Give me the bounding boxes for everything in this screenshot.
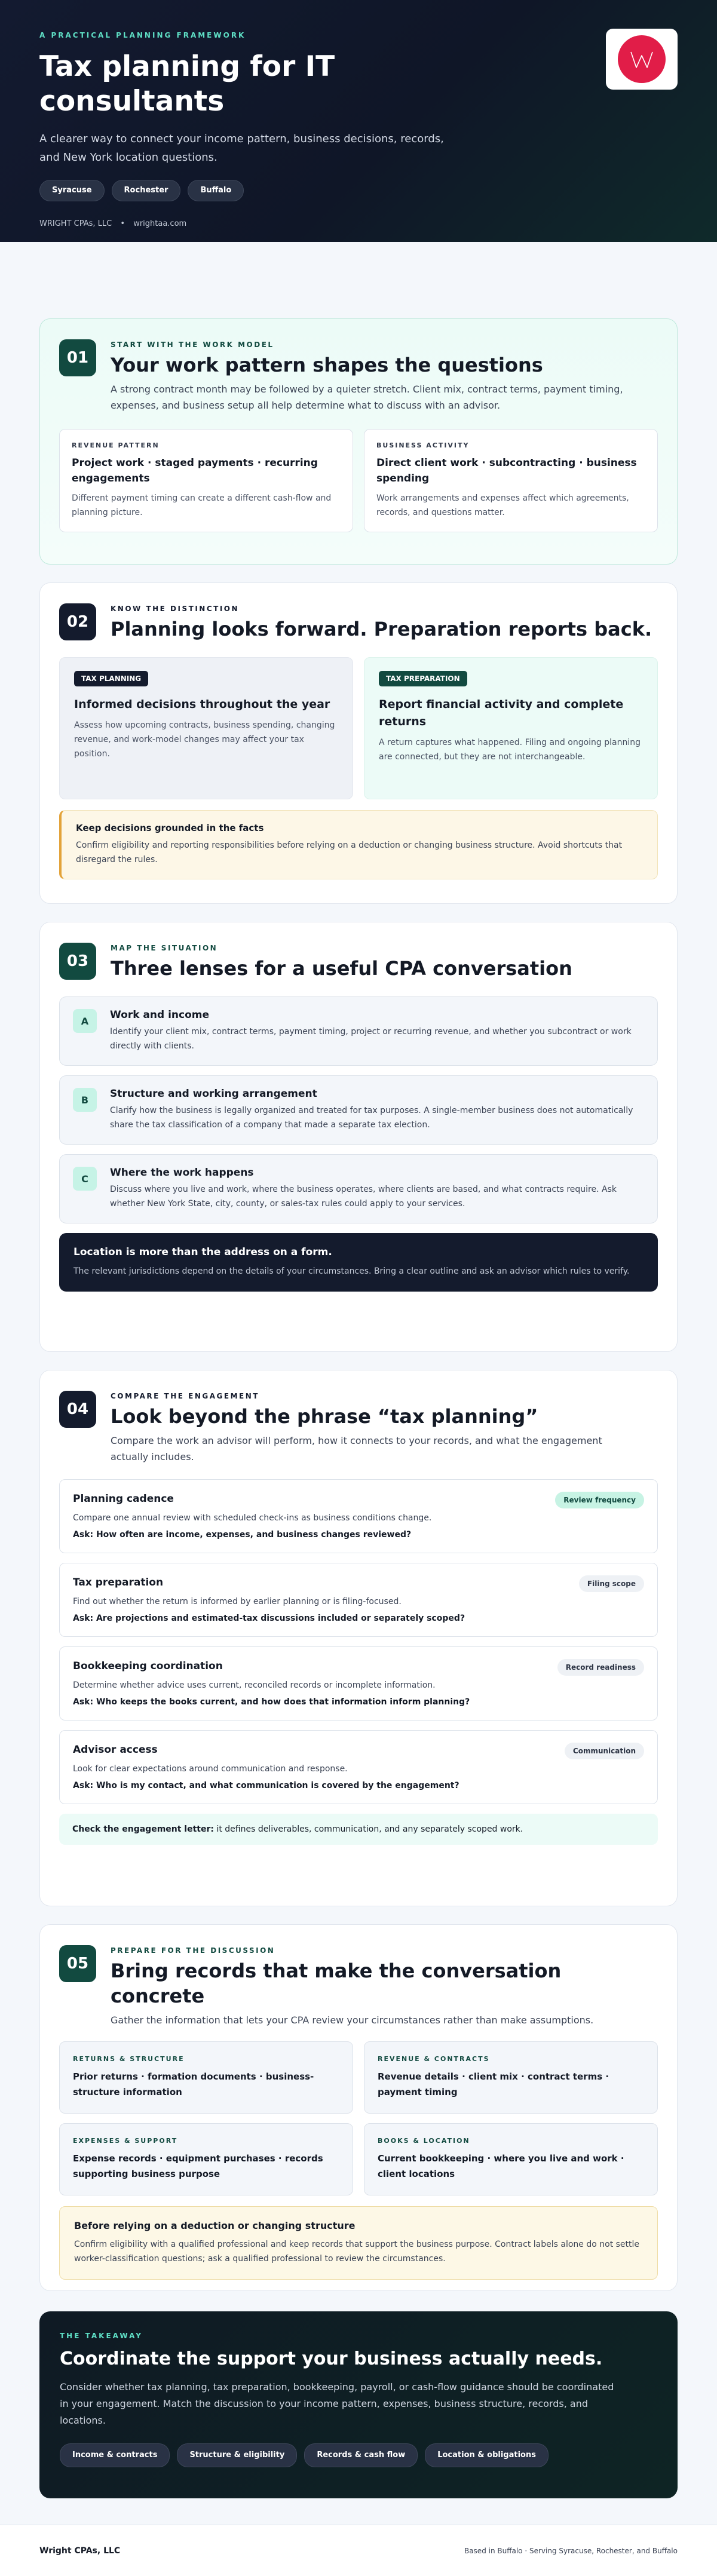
tax-planning-card	[59, 657, 353, 799]
section-header	[59, 943, 658, 981]
hero-meta	[39, 219, 678, 228]
engagement-title: Planning cadence	[73, 1493, 174, 1505]
distinction-cards	[59, 657, 658, 799]
engagement-title: Advisor access	[73, 1744, 158, 1756]
section-number: 01	[59, 339, 96, 376]
note-bold: Check the engagement letter:	[72, 1824, 214, 1834]
section-subtitle: Gather the information that lets your CPA review your circumstances rather than make assumptions.	[111, 2014, 594, 2026]
engagement-advisor-access	[59, 1730, 658, 1804]
logo-mark	[618, 35, 666, 83]
record-label: RETURNS & STRUCTURE	[73, 2055, 185, 2063]
location-chips	[39, 180, 678, 201]
footer	[0, 2525, 717, 2576]
note-text: Confirm eligibility with a qualified professional and keep records that support the business purpose. Contract labels alone do not settle worker-classification questions; ask a qualified professional to review the circumstances.	[74, 2240, 640, 2264]
engagement-bookkeeping	[59, 1646, 658, 1721]
revenue-pattern-card	[59, 429, 353, 532]
lens-letter: C	[73, 1167, 97, 1191]
note-title: Keep decisions grounded in the facts	[76, 823, 264, 833]
engagement-badge: Review frequency	[555, 1492, 644, 1508]
engagement-title: Tax preparation	[73, 1577, 164, 1588]
engagement-badge: Filing scope	[579, 1575, 644, 1592]
lens-letter: A	[73, 1009, 97, 1033]
callout-text: The relevant jurisdictions depend on the details of your circumstances. Bring a clear outline and ask an advisor which rules to verify.	[73, 1266, 630, 1276]
section-header	[59, 1945, 658, 2028]
engagement-text: Compare one annual review with scheduled check-ins as business conditions change.	[73, 1513, 432, 1523]
chip-structure-eligibility: Structure & eligibility	[177, 2443, 297, 2467]
engagement-ask: Ask: Who keeps the books current, and how does that information inform planning?	[73, 1697, 470, 1707]
engagement-letter-note	[59, 1814, 658, 1845]
card-label: BUSINESS ACTIVITY	[376, 441, 470, 449]
meta-separator: •	[120, 219, 125, 228]
lens-location	[59, 1154, 658, 1223]
takeaway-text: Consider whether tax planning, tax preparation, bookkeeping, payroll, or cash-flow guidance should be coordinated in your engagement. Match the discussion to your income pattern, expenses, business structure, records, and locations.	[60, 2381, 614, 2426]
chip-syracuse: Syracuse	[39, 180, 105, 201]
takeaway-chips	[60, 2443, 657, 2467]
section-eyebrow: START WITH THE WORK MODEL	[111, 341, 274, 349]
note-text: it defines deliverables, communication, and any separately scoped work.	[214, 1824, 523, 1834]
hero-kicker: A PRACTICAL PLANNING FRAMEWORK	[39, 31, 246, 39]
engagement-text: Determine whether advice uses current, reconciled records or incomplete information.	[73, 1680, 436, 1690]
card-title: Direct client work · subcontracting · business spending	[376, 457, 637, 484]
record-books-location	[364, 2123, 658, 2195]
logo-w-icon	[625, 42, 658, 76]
section-title: Look beyond the phrase “tax planning”	[111, 1405, 538, 1428]
card-title: Report financial activity and complete returns	[379, 698, 624, 728]
takeaway-title: Coordinate the support your business actually needs.	[60, 2348, 603, 2369]
section-subtitle: Compare the work an advisor will perform, how it connects to your records, and what the engagement actually includes.	[111, 1435, 602, 1462]
lens-structure	[59, 1075, 658, 1145]
facts-note	[59, 810, 658, 879]
hero	[0, 0, 717, 242]
tax-planning-tag: TAX PLANNING	[74, 671, 148, 686]
lens-work-income	[59, 996, 658, 1066]
section-eyebrow: COMPARE THE ENGAGEMENT	[111, 1392, 259, 1400]
lens-text: Identify your client mix, contract terms, payment timing, project or recurring revenue, and whether you subcontract or work directly with clients.	[110, 1027, 632, 1051]
lens-letter: B	[73, 1088, 97, 1112]
tax-preparation-card	[364, 657, 658, 799]
firm-logo	[606, 29, 678, 90]
callout-title: Location is more than the address on a form.	[73, 1246, 332, 1258]
engagement-ask: Ask: How often are income, expenses, and business changes reviewed?	[73, 1530, 412, 1540]
engagement-title: Bookkeeping coordination	[73, 1660, 223, 1672]
work-pattern-cards	[59, 429, 658, 532]
chip-income-contracts: Income & contracts	[60, 2443, 170, 2467]
engagement-planning-cadence	[59, 1479, 658, 1553]
engagement-tax-preparation	[59, 1563, 658, 1637]
location-callout	[59, 1233, 658, 1292]
note-text: Confirm eligibility and reporting responsibilities before relying on a deduction or changing business structure. Avoid shortcuts that disregard the rules.	[76, 841, 623, 864]
section-engagement	[39, 1370, 678, 1906]
section-title: Bring records that make the conversation concrete	[111, 1959, 562, 2007]
card-text: Different payment timing can create a different cash-flow and planning picture.	[72, 493, 332, 517]
record-text: Prior returns · formation documents · business-structure information	[73, 2071, 314, 2097]
card-text: A return captures what happened. Filing and ongoing planning are connected, but they are not interchangeable.	[379, 738, 641, 762]
record-text: Expense records · equipment purchases · records supporting business purpose	[73, 2153, 323, 2179]
chip-rochester: Rochester	[112, 180, 181, 201]
section-header	[59, 1391, 658, 1465]
lens-title: Where the work happens	[110, 1167, 254, 1179]
engagement-text: Look for clear expectations around communication and response.	[73, 1764, 348, 1774]
chip-buffalo: Buffalo	[188, 180, 244, 201]
section-number: 04	[59, 1391, 96, 1428]
section-title: Three lenses for a useful CPA conversation	[111, 957, 572, 980]
page-title: Tax planning for IT consultants	[39, 50, 335, 118]
record-expenses-support	[59, 2123, 353, 2195]
lens-text: Clarify how the business is legally organized and treated for tax purposes. A single-member business does not automatically share the tax classification of a company that made a separate tax election.	[110, 1106, 633, 1130]
card-text: Assess how upcoming contracts, business spending, changing revenue, and work-model changes may affect your tax position.	[74, 720, 335, 759]
record-text: Current bookkeeping · where you live and work · client locations	[378, 2153, 624, 2179]
takeaway-panel	[39, 2311, 678, 2498]
section-title: Your work pattern shapes the questions	[111, 354, 543, 376]
section-eyebrow: MAP THE SITUATION	[111, 944, 218, 952]
engagement-badge: Communication	[565, 1743, 644, 1759]
record-label: EXPENSES & SUPPORT	[73, 2137, 178, 2145]
record-label: REVENUE & CONTRACTS	[378, 2055, 490, 2063]
section-number: 02	[59, 603, 96, 640]
chip-records-cash-flow: Records & cash flow	[304, 2443, 418, 2467]
engagement-list	[59, 1479, 658, 1845]
footer-brand: Wright CPAs, LLC	[39, 2546, 121, 2556]
site-link[interactable]: wrightaa.com	[133, 219, 187, 228]
section-subtitle: A strong contract month may be followed by a quieter stretch. Client mix, contract terms, payment timing, expenses, and business setup all help determine what to discuss with an advisor.	[111, 384, 623, 411]
record-text: Revenue details · client mix · contract terms · payment timing	[378, 2071, 609, 2097]
record-returns-structure	[59, 2041, 353, 2114]
engagement-text: Find out whether the return is informed by earlier planning or is filing-focused.	[73, 1597, 402, 1606]
section-map-situation	[39, 922, 678, 1352]
records-grid	[59, 2041, 658, 2195]
record-revenue-contracts	[364, 2041, 658, 2114]
hero-lead: A clearer way to connect your income pattern, business decisions, records, and New York location questions.	[39, 133, 444, 164]
section-title: Planning looks forward. Preparation reports back.	[111, 618, 652, 640]
section-eyebrow: PREPARE FOR THE DISCUSSION	[111, 1946, 275, 1955]
lens-text: Discuss where you live and work, where the business operates, where clients are based, and what contracts require. Ask whether New York State, city, county, or sales-tax rules could apply to your services.	[110, 1185, 617, 1209]
card-title: Informed decisions throughout the year	[74, 698, 330, 711]
card-label: REVENUE PATTERN	[72, 441, 160, 449]
engagement-ask: Ask: Are projections and estimated-tax discussions included or separately scoped?	[73, 1614, 465, 1623]
section-eyebrow: KNOW THE DISTINCTION	[111, 605, 240, 613]
note-title: Before relying on a deduction or changing structure	[74, 2220, 356, 2231]
lens-list	[59, 996, 658, 1292]
lens-title: Structure and working arrangement	[110, 1088, 317, 1100]
section-number: 03	[59, 943, 96, 980]
section-work-model	[39, 318, 678, 565]
engagement-ask: Ask: Who is my contact, and what communication is covered by the engagement?	[73, 1781, 459, 1790]
section-number: 05	[59, 1945, 96, 1982]
firm-name: WRIGHT CPAs, LLC	[39, 219, 112, 228]
section-header	[59, 603, 658, 642]
takeaway-kicker: THE TAKEAWAY	[60, 2332, 143, 2340]
business-activity-card	[364, 429, 658, 532]
chip-location-obligations: Location & obligations	[425, 2443, 549, 2467]
card-title: Project work · staged payments · recurring engagements	[72, 457, 318, 484]
record-label: BOOKS & LOCATION	[378, 2137, 470, 2145]
section-prepare	[39, 1924, 678, 2291]
engagement-badge: Record readiness	[557, 1659, 644, 1676]
tax-preparation-tag: TAX PREPARATION	[379, 671, 467, 686]
lens-title: Work and income	[110, 1009, 210, 1021]
section-distinction	[39, 582, 678, 904]
footer-locations: Based in Buffalo · Serving Syracuse, Rochester, and Buffalo	[464, 2546, 678, 2555]
card-text: Work arrangements and expenses affect which agreements, records, and questions matter.	[376, 493, 629, 517]
deduction-note	[59, 2206, 658, 2280]
section-header	[59, 339, 658, 413]
